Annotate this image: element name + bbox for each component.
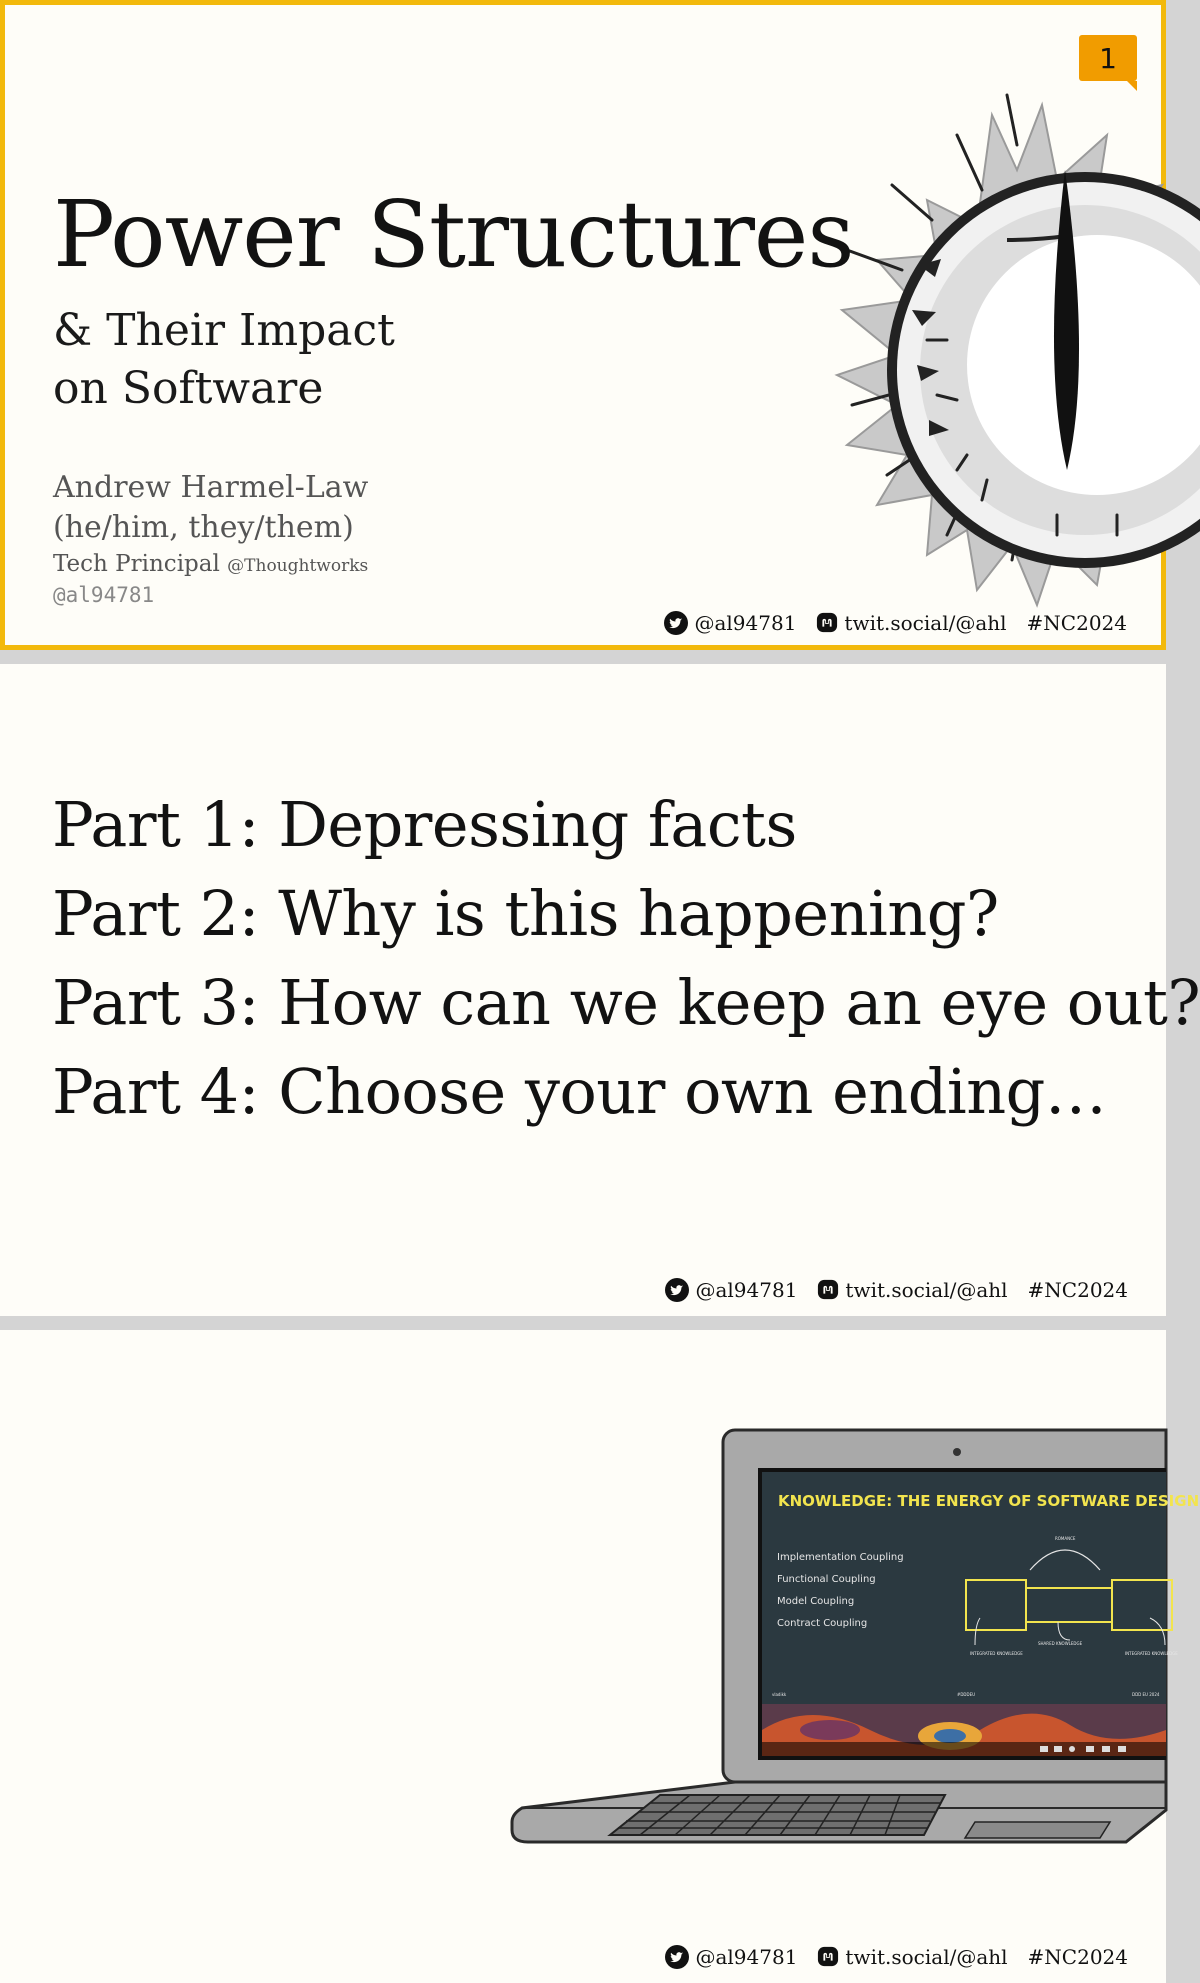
hashtag: #NC2024 <box>1027 1945 1128 1969</box>
screen-footer-right: DDD EU 2024 <box>1132 1692 1160 1697</box>
subtitle-line-2: on Software <box>53 363 324 414</box>
diagram-label-3: INTEGRATED KNOWLEDGE <box>970 1651 1023 1656</box>
slide-title-text: Power Structures <box>53 181 854 288</box>
author-company: @Thoughtworks <box>227 556 369 576</box>
twitter-handle: @al94781 <box>695 1278 798 1302</box>
diagram-label-1: ROMANCE <box>1055 1536 1076 1541</box>
author-role-title: Tech Principal <box>53 551 228 577</box>
screen-item-3: Model Coupling <box>777 1596 855 1607</box>
agenda-list <box>52 780 1200 1136</box>
subtitle-line-1: & Their Impact <box>53 305 395 356</box>
hashtag: #NC2024 <box>1027 1278 1128 1302</box>
author-pronouns: (he/him, they/them) <box>53 510 354 545</box>
screen-footer-left: vladikk <box>772 1692 787 1697</box>
screen-item-4: Contract Coupling <box>777 1618 868 1629</box>
mastodon-handle: twit.social/@ahl <box>845 1278 1008 1302</box>
slide-title[interactable] <box>0 0 1166 650</box>
mastodon-icon <box>817 1279 839 1301</box>
mastodon-icon <box>817 1946 839 1968</box>
agenda-item-4: Part 4: Choose your own ending… <box>52 1055 1107 1128</box>
diagram-label-2: SHARED KNOWLEDGE <box>1038 1641 1083 1646</box>
agenda-item-2: Part 2: Why is this happening? <box>52 877 999 950</box>
slide-footer <box>664 611 1127 635</box>
author-name: Andrew Harmel-Law <box>53 470 369 505</box>
agenda-item-3: Part 3: How can we keep an eye out? <box>52 966 1200 1039</box>
page-number-badge: 1 <box>1079 35 1137 81</box>
mastodon-handle: twit.social/@ahl <box>845 1945 1008 1969</box>
agenda-item-1: Part 1: Depressing facts <box>52 788 797 861</box>
screen-heading: KNOWLEDGE: THE ENERGY OF SOFTWARE DESIGN <box>778 1492 1200 1510</box>
hashtag: #NC2024 <box>1026 611 1127 635</box>
slide-agenda[interactable] <box>0 664 1200 1316</box>
twitter-icon <box>665 1945 689 1969</box>
slide-laptop[interactable] <box>0 1330 1200 1983</box>
mastodon-icon <box>816 612 838 634</box>
screen-item-2: Functional Coupling <box>777 1574 876 1585</box>
screen-footer-mid: #DDDEU <box>957 1692 976 1697</box>
twitter-handle: @al94781 <box>694 611 797 635</box>
screen-item-1: Implementation Coupling <box>777 1552 904 1563</box>
laptop-illustration <box>510 1430 1200 1850</box>
author-handle: @al94781 <box>53 583 155 607</box>
diagram-label-4: INTEGRATED KNOWLEDGE <box>1125 1651 1178 1656</box>
twitter-icon <box>665 1278 689 1302</box>
slide-footer <box>665 1278 1128 1302</box>
twitter-icon <box>664 611 688 635</box>
twitter-handle: @al94781 <box>695 1945 798 1969</box>
mastodon-handle: twit.social/@ahl <box>844 611 1007 635</box>
slide-footer <box>665 1945 1128 1969</box>
author-role <box>53 551 368 577</box>
eye-illustration <box>817 75 1177 605</box>
